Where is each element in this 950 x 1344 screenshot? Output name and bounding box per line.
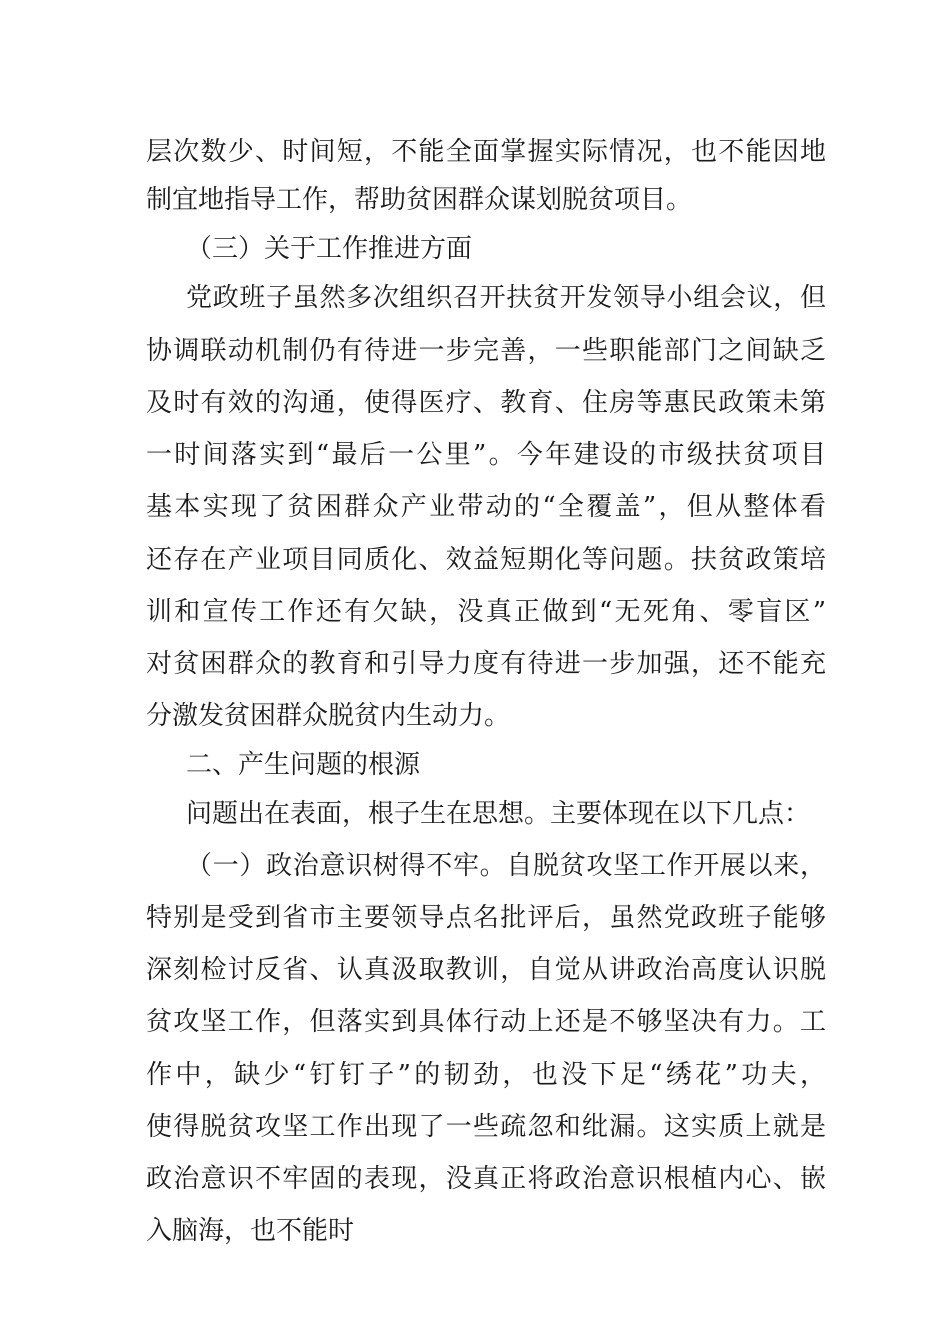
section-heading-3: （三）关于工作推进方面	[186, 234, 473, 264]
subsection-heading-1: （一）政治意识树得不牢。自脱贫攻坚工作开展以来，	[186, 851, 826, 881]
paragraph-start-line: 党政班子虽然多次组织召开扶贫开发领导小组会议，但	[186, 283, 826, 313]
text-line-21: 政治意识不牢固的表现，没真正将政治意识根植内心、嵌	[146, 1164, 826, 1194]
text-line-7: 一时间落实到“最后一公里”。今年建设的市级扶贫项目	[146, 440, 826, 470]
text-line-2: 制宜地指导工作，帮助贫困群众谋划脱贫项目。	[146, 185, 693, 215]
text-line-12: 分激发贫困群众脱贫内生动力。	[146, 701, 511, 731]
text-line-6: 及时有效的沟通，使得医疗、教育、住房等惠民政策未第	[146, 388, 826, 418]
text-line-17: 深刻检讨反省、认真汲取教训，自觉从讲政治高度认识脱	[146, 955, 826, 985]
text-line-5: 协调联动机制仍有待进一步完善，一些职能部门之间缺乏	[146, 336, 826, 366]
text-line-8: 基本实现了贫困群众产业带动的“全覆盖”，但从整体看	[146, 492, 826, 522]
text-line-9: 还存在产业项目同质化、效益短期化等问题。扶贫政策培	[146, 545, 826, 575]
text-line-18: 贫攻坚工作，但落实到具体行动上还是不够坚决有力。工	[146, 1007, 826, 1037]
section-heading-2: 二、产生问题的根源	[186, 750, 421, 780]
text-line-22: 入脑海，也不能时	[146, 1216, 355, 1246]
text-line-14: 问题出在表面，根子生在思想。主要体现在以下几点：	[186, 799, 811, 829]
text-line-10: 训和宣传工作还有欠缺，没真正做到“无死角、零盲区”	[146, 597, 826, 627]
text-line-16: 特别是受到省市主要领导点名批评后，虽然党政班子能够	[146, 903, 826, 933]
text-line-11: 对贫困群众的教育和引导力度有待进一步加强，还不能充	[146, 649, 826, 679]
text-line-19: 作中，缺少“钉钉子”的韧劲，也没下足“绣花”功夫，	[146, 1060, 826, 1090]
text-line-20: 使得脱贫攻坚工作出现了一些疏忽和纰漏。这实质上就是	[146, 1112, 826, 1142]
text-line-1: 层次数少、时间短，不能全面掌握实际情况，也不能因地	[146, 137, 826, 167]
